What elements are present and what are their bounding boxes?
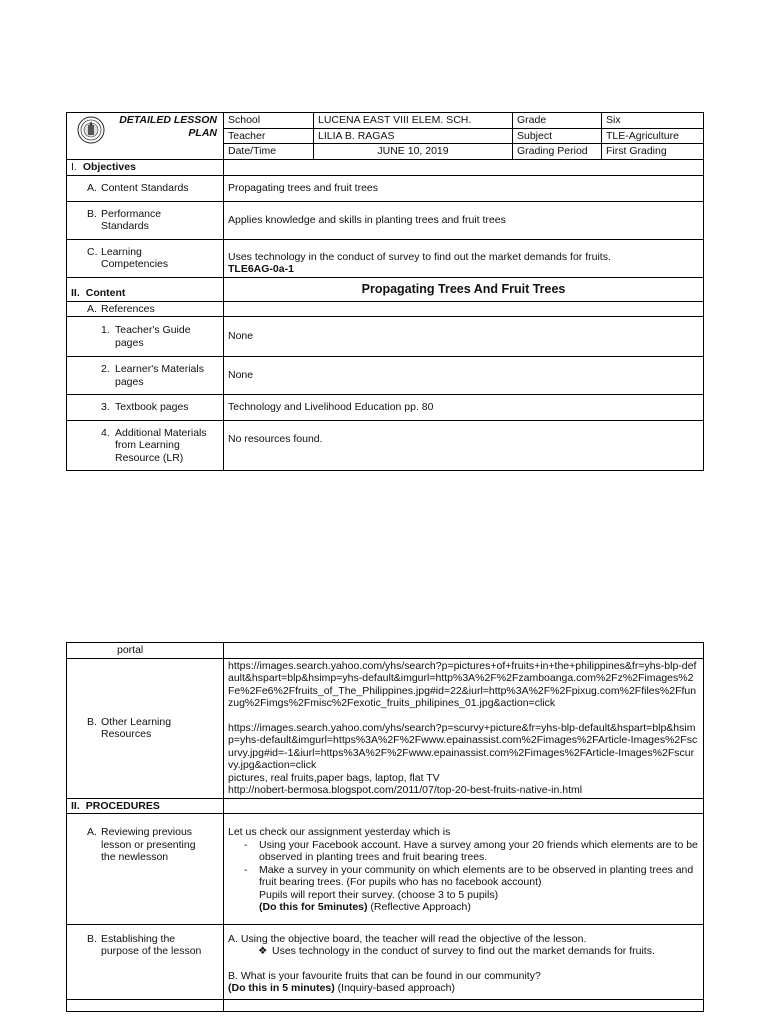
- ref-item-3-value: Technology and Livelihood Education pp. 80: [224, 395, 704, 421]
- list-item: - Make a survey in your community on which elements are to be observed in planting trees and fruit bearing trees. (For pupils who has no facebook account): [244, 864, 699, 889]
- lesson-plan-table-page2: [66, 642, 704, 1012]
- grade-label: Grade: [513, 113, 602, 129]
- portal-text: portal: [67, 643, 224, 659]
- school-value: LUCENA EAST VIII ELEM. SCH.: [314, 113, 513, 129]
- performance-standards-label-1: Performance: [101, 207, 162, 220]
- header-title-cell: [67, 113, 224, 160]
- other-resources-label-1: Other Learning: [101, 715, 172, 728]
- ref-item-3-num: 3.: [101, 401, 110, 414]
- teacher-value: LILIA B. RAGAS: [314, 128, 513, 144]
- reviewing-time: [228, 901, 699, 914]
- objectives-num: I.: [71, 160, 77, 173]
- establishing-time-bold: (Do this in 5 minutes): [228, 982, 335, 994]
- ref-item-3-label: [67, 395, 224, 421]
- grade-value: Six: [602, 113, 704, 129]
- reviewing-approach: (Reflective Approach): [367, 901, 471, 913]
- establishing-line-a: A. Using the objective board, the teacher will read the objective of the lesson.: [228, 932, 587, 945]
- establishing-approach: (Inquiry-based approach): [334, 982, 455, 994]
- learning-competencies-cell: [224, 239, 704, 277]
- establishing-letter: B.: [87, 932, 97, 945]
- learning-competencies-value: Uses technology in the conduct of survey to find out the market demands for fruits.: [228, 250, 611, 263]
- content-standards-label: Content Standards: [101, 181, 189, 194]
- resource-link-1[interactable]: https://images.search.yahoo.com/yhs/search?p=pictures+of+fruits+in+the+philippines&fr=yhs-blp-default&hspart=blp&hsimp=yhs-default&imgurl=http%3A%2F%2Fzamboanga.com%2Fz%2Fimages%2Fe%2Fe6%2Ffruits_of_The_Philippines.jpg#id=22&iurl=http%3A%2F%2Fpixug.com%2Ffiles%2Ffunzug%2Fimgs%2Fmisc%2Fexotic_fruits_philipines_01.jpg&action=click: [228, 659, 697, 709]
- ref-item-4-line3: Resource (LR): [115, 451, 184, 464]
- reviewing-label-2: lesson or presenting: [101, 838, 196, 851]
- ref-item-1-line2: pages: [115, 336, 144, 349]
- date-label: Date/Time: [224, 144, 314, 160]
- references-label: References: [101, 302, 155, 315]
- procedures-num: II.: [71, 799, 80, 812]
- reviewing-cell: [224, 814, 704, 925]
- doc-title-line2: PLAN: [188, 127, 217, 139]
- teacher-label: Teacher: [224, 128, 314, 144]
- school-label: School: [224, 113, 314, 129]
- ref-item-2-line1: Learner's Materials: [115, 363, 204, 375]
- establishing-diamond-text: Uses technology in the conduct of survey to find out the market demands for fruits.: [272, 945, 655, 957]
- ref-item-2-num: 2.: [101, 363, 110, 375]
- ref-item-4-line1: Additional Materials: [115, 426, 207, 439]
- establishing-label-2: purpose of the lesson: [101, 945, 202, 957]
- content-heading: [67, 277, 224, 301]
- reviewing-intro: Let us check our assignment yesterday which is: [228, 826, 451, 838]
- period-label: Grading Period: [513, 144, 602, 160]
- ref-item-2-value: None: [224, 357, 704, 395]
- resource-link-2[interactable]: https://images.search.yahoo.com/yhs/search?p=scurvy+picture&fr=yhs-blp-default&hspart=blp&hsimp=yhs-default&imgurl=https%3A%2F%2Fwww.epainassist.com%2Fimages%2FArticle-Images%2Fscurvy.jpg#id=-1&iurl=https%3A%2F%2Fwww.epainassist.com%2Fimages%2FArticle-Images%2Fscurvy.jpg&action=click: [228, 721, 698, 771]
- establishing-label-1: Establishing the: [101, 932, 176, 945]
- reviewing-letter: A.: [87, 826, 97, 838]
- performance-standards-label-2: Standards: [101, 220, 149, 232]
- reviewing-label-3: the newlesson: [101, 851, 169, 863]
- reviewing-label-cell: [67, 814, 224, 925]
- content-standards-label-cell: [67, 175, 224, 201]
- performance-standards-letter: B.: [87, 207, 97, 220]
- ref-item-1-line1: Teacher's Guide: [115, 324, 191, 336]
- ref-item-4-label: [67, 421, 224, 471]
- establishing-line-b: B. What is your favourite fruits that can be found in our community?: [228, 969, 541, 982]
- resource-link-3[interactable]: http://nobert-bermosa.blogspot.com/2011/07/top-20-best-fruits-native-in.html: [228, 784, 583, 796]
- reviewing-list: [228, 839, 699, 889]
- ref-item-2-label: [67, 357, 224, 395]
- ref-item-2-line2: pages: [115, 375, 144, 388]
- content-topic: Propagating Trees And Fruit Trees: [224, 277, 704, 301]
- subject-value: TLE-Agriculture: [602, 128, 704, 144]
- other-resources-label-2: Resources: [101, 728, 152, 740]
- content-title: Content: [85, 287, 126, 299]
- other-resources-letter: B.: [87, 715, 97, 728]
- reviewing-report: Pupils will report their survey. (choose 3 to 5 pupils): [259, 888, 499, 901]
- procedures-title: PROCEDURES: [85, 799, 160, 812]
- reviewing-bullet-2: Make a survey in your community on which elements are to be observed in planting trees and fruit bearing trees. (For pupils who has no facebook account): [259, 863, 694, 888]
- diamond-bullet-icon: ❖: [258, 945, 268, 957]
- lesson-plan-table-page1: [66, 112, 704, 471]
- other-resources-cell: [224, 658, 704, 798]
- objectives-heading: [67, 159, 224, 175]
- ref-item-4-line2: from Learning: [115, 439, 180, 452]
- objectives-title: Objectives: [82, 160, 136, 173]
- content-standards-letter: A.: [87, 181, 97, 194]
- date-value: JUNE 10, 2019: [314, 144, 513, 160]
- establishing-time: [228, 982, 699, 995]
- establishing-diamond-item: [228, 945, 699, 958]
- content-num: II.: [71, 287, 80, 299]
- reviewing-time-bold: (Do this for 5minutes): [259, 901, 368, 913]
- learning-competencies-label-2: Competencies: [101, 258, 169, 270]
- learning-competencies-letter: C.: [87, 245, 98, 258]
- subject-label: Subject: [513, 128, 602, 144]
- resource-materials: pictures, real fruits,paper bags, laptop, flat TV: [228, 771, 440, 784]
- establishing-cell: [224, 924, 704, 999]
- ref-item-1-label: [67, 317, 224, 357]
- content-standards-value: Propagating trees and fruit trees: [224, 175, 704, 201]
- establishing-label-cell: [67, 924, 224, 999]
- ref-item-1-num: 1.: [101, 324, 110, 336]
- other-resources-label-cell: [67, 658, 224, 798]
- procedures-heading: [67, 798, 224, 814]
- reviewing-label-1: Reviewing previous: [101, 826, 193, 838]
- learning-competencies-code: TLE6AG-0a-1: [228, 263, 294, 275]
- performance-standards-value: Applies knowledge and skills in planting trees and fruit trees: [224, 201, 704, 239]
- ref-item-4-num: 4.: [101, 426, 110, 439]
- school-seal-icon: [77, 116, 105, 144]
- references-letter: A.: [87, 302, 97, 315]
- reviewing-bullet-1: Using your Facebook account. Have a survey among your 20 friends which elements are to be observed in planting trees and fruit bearing trees.: [259, 838, 698, 863]
- ref-item-3-line1: Textbook pages: [115, 401, 189, 414]
- learning-competencies-label-1: Learning: [101, 245, 142, 258]
- doc-title-line1: DETAILED LESSON: [119, 114, 217, 126]
- period-value: First Grading: [602, 144, 704, 160]
- list-item: - Using your Facebook account. Have a survey among your 20 friends which elements are to be observed in planting trees and fruit bearing trees.: [244, 838, 698, 863]
- ref-item-1-value: None: [224, 317, 704, 357]
- performance-standards-label-cell: [67, 201, 224, 239]
- ref-item-4-value: No resources found.: [224, 421, 704, 471]
- learning-competencies-label-cell: [67, 239, 224, 277]
- references-label-cell: [67, 301, 224, 317]
